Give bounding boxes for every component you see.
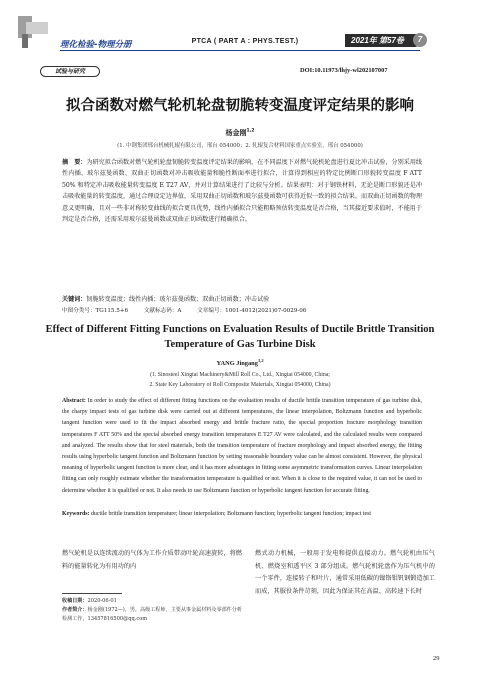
author-cn bbox=[30, 128, 450, 138]
page-number: 29 bbox=[433, 655, 440, 662]
article-number: 文章编号：1001-4012(2021)07-0029-06 bbox=[197, 308, 307, 314]
keywords-en bbox=[62, 509, 422, 520]
author-cn-name: 杨金刚 bbox=[225, 129, 247, 137]
doi: DOI:10.11973/lhjy-wl202107007 bbox=[300, 67, 388, 74]
affiliation-en-1: (1. Sinosteel Xingtai Machinery&Mill Roll Co., Ltd., Xingtai 054000, China; bbox=[150, 372, 330, 378]
title-en: Effect of Different Fitting Functions on Evaluation Results of Ductile Brittle Transition Temperature of Gas Turbine Disk bbox=[45, 324, 435, 350]
abstract-en bbox=[62, 396, 422, 497]
author-info: 杨金刚(1972—)，男，高级工程师，主要从事金属材料及零部件分析检测工作，13457816500@qq.com bbox=[62, 607, 242, 622]
issue-number: 7 bbox=[413, 33, 427, 47]
keywords-cn bbox=[62, 294, 422, 305]
issue-tag bbox=[345, 34, 421, 47]
abstract-en-text: In order to study the effect of different fitting functions on the evaluation results of ductile brittle transition temperature of gas turbine disk, the charpy impact tests of gas turbine disk were carried out at different temperatures, the linear interpolation, Boltzmann function and hyperbolic tangent function were used to fit the impact absorbed energy and brittle fracture ratio, the special proportion fracture morphology transition temperatures F ATT 50% and the special absorbed energy transition temperatures E T27 AV were calculated, and the calculated results were compared and analyzed. The results show that for steel materials, both the transition temperature of fracture morphology and impact absorbed energy, the fitting results using hyperbolic tangent function and Boltzmann function by setting reasonable boundary value can be almost consistent. However, the physical meaning of hyperbolic tangent function is more clear, and it has more advantages in fitting some asymmetric transformation curves. Linear interpolation fitting can only roughly estimate whether the transformation temperature is qualified or not. When it is close to the required value, it can not be used to determine whether it is qualified or not. It also needs to use Boltzmann function or hyperbolic tangent function for accurate fitting. bbox=[62, 398, 422, 494]
journal-logo bbox=[14, 12, 54, 52]
affiliation-en-2: 2. State Key Laboratory of Roll Composite Materials, Xingtai 054000, China) bbox=[149, 382, 331, 388]
clc-number: 中图分类号：TG115.5+6 bbox=[62, 308, 129, 314]
keywords-cn-text: 韧脆转变温度；线性内插；玻尔兹曼函数；双曲正切函数；冲击试验 bbox=[86, 296, 270, 303]
journal-name-cn: 理化检验-物理分册 bbox=[60, 40, 132, 50]
issue-tag-text: 2021年 第57卷 bbox=[351, 36, 404, 45]
section-label: 试验与研究 bbox=[40, 66, 100, 77]
journal-name-en: PTCA ( PART A : PHYS.TEST.) bbox=[191, 38, 299, 45]
footnote-rule bbox=[62, 593, 122, 594]
footnote-author bbox=[62, 606, 242, 624]
footnote-received bbox=[62, 597, 242, 606]
document-code: 文献标志码：A bbox=[143, 308, 182, 314]
header-rule bbox=[60, 50, 420, 51]
author-en bbox=[30, 358, 450, 367]
body-text-left: 燃气轮机是以连续流动的气体为工作介质带动叶轮高速旋转，将燃料的能量转化为有用功的内 bbox=[62, 550, 242, 570]
affiliation-cn: (1. 中钢集团邢台机械轧辊有限公司，邢台 054000；2. 轧辊复合材料国家重点实验室，邢台 054000) bbox=[117, 143, 363, 149]
article-meta-cn bbox=[62, 306, 422, 316]
keywords-cn-label: 关键词： bbox=[62, 296, 87, 303]
author-info-label: 作者简介： bbox=[62, 607, 88, 613]
keywords-en-label: Keywords: bbox=[62, 511, 90, 517]
author-en-name: YANG Jingang bbox=[216, 360, 258, 368]
affiliation-en bbox=[30, 370, 450, 390]
received-date: 2020-06-01 bbox=[87, 598, 117, 604]
abstract-cn bbox=[62, 157, 422, 225]
received-label: 收稿日期： bbox=[62, 598, 88, 604]
author-cn-sup: 1,2 bbox=[246, 128, 255, 134]
author-en-sup: 1,2 bbox=[257, 358, 264, 363]
abstract-cn-label: 摘 要： bbox=[62, 159, 87, 166]
title-cn: 拟合函数对燃气轮机轮盘韧脆转变温度评定结果的影响 bbox=[66, 98, 414, 114]
abstract-cn-text: 为研究拟合函数对燃气轮机轮盘韧脆转变温度评定结果的影响，在不同温度下对燃气轮机轮盘进行夏比冲击试验，分别采用线性内插、玻尔兹曼函数、双曲正切函数对冲击吸收能量和脆性断面率进行拟合，计算得到相应的特定比例断口形貌转变温度 F ATT 50% 和特定冲击吸收能量转变温度 E T27 AV，并对计算结果进行了比较与分析。结果表明：对于钢铁材料，无论是断口形貌还是冲击吸收能量的转变温度，通过合理设定边界值，采用双曲正切函数和玻尔兹曼函数可获得近似一致的拟合结果。而双曲正切函数的物理意义更明确，且对一些非对称转变曲线的拟合更具优势，线性内插拟合只能粗略预估转变温度是否合格，当其接近要求值时，不能用于判定是否合格，还需采用玻尔兹曼函数或双曲正切函数进行精确拟合。 bbox=[62, 159, 423, 224]
abstract-en-label: Abstract: bbox=[62, 398, 86, 404]
body-text-right: 燃式动力机械，一般用于发电和提供直接动力。燃气轮机由压气机、燃烧室和透平区 3 部分组成。燃气轮机轮盘作为压气机中的一个零件，连接转子和叶片，通常采用低碳的镍铬钼钒钢锻造加工而成，其服役条件苛刻，因此为保证其在高温、高转速下长时 bbox=[255, 550, 435, 595]
footnote bbox=[62, 597, 242, 624]
keywords-en-text: ductile brittle transition temperature; linear interpolation; Boltzmann function; hyperbolic tangent function; impact test bbox=[89, 511, 372, 517]
